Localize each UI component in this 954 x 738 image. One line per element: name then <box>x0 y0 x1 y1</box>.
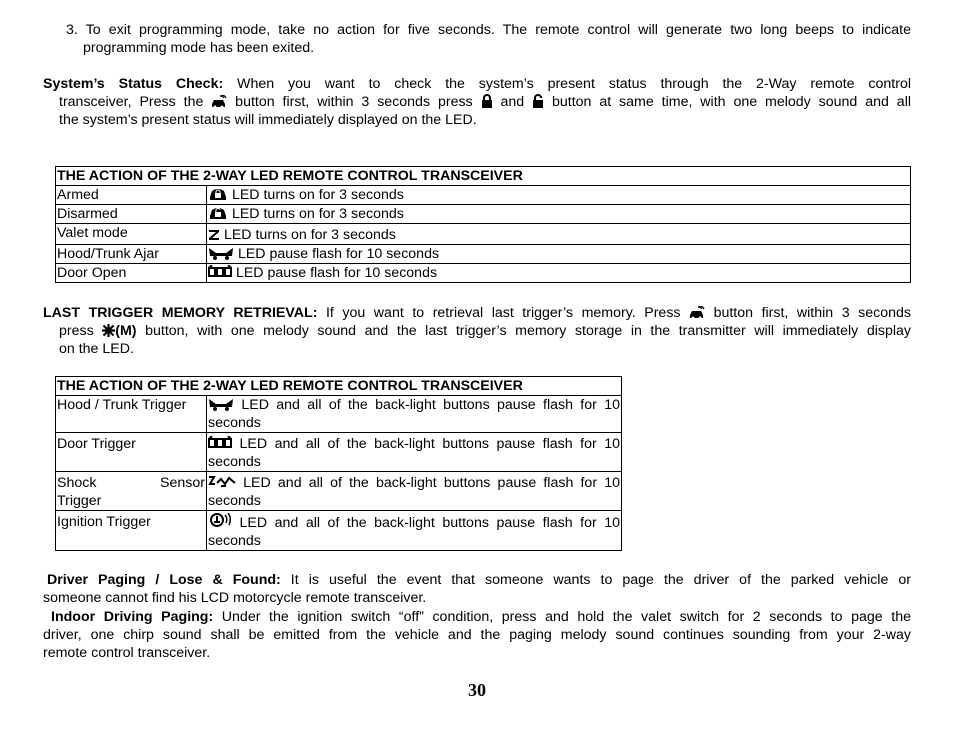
table1-desc <box>207 205 911 224</box>
status-check-text-c: and <box>492 94 533 110</box>
last-trigger-text-b: button first, within 3 seconds <box>705 305 911 321</box>
table1-header-row <box>56 167 911 186</box>
table1-label: Armed <box>56 186 207 205</box>
car-locked-icon <box>208 187 228 201</box>
table2-desc <box>207 396 622 433</box>
m-button-label: (M) <box>115 323 137 339</box>
indoor-paging-line2: driver, one chirp sound shall be emitted from the vehicle and the paging melody sound continues sounding from your 2-way <box>43 627 911 643</box>
led-action-table-2 <box>55 376 622 551</box>
table1-label: Valet mode <box>56 224 207 245</box>
unlock-icon <box>532 94 544 108</box>
table1-desc-text: LED turns on for 3 seconds <box>220 227 396 243</box>
last-trigger-line2 <box>43 322 911 340</box>
table2-header: THE ACTION OF THE 2-WAY LED REMOTE CONTROL TRANSCEIVER <box>56 377 622 396</box>
status-check-line3: the system’s present status will immediately displayed on the LED. <box>59 112 477 128</box>
table-row <box>56 264 911 283</box>
last-trigger-line3: on the LED. <box>59 341 134 357</box>
last-trigger-text-c: press <box>59 323 103 339</box>
table2-label-b: Sensor <box>160 475 205 491</box>
table2-desc-line2: seconds <box>208 415 261 431</box>
last-trigger-text-a: If you want to retrieval last trigger’s memory. Press <box>317 305 690 321</box>
table-row <box>56 245 911 264</box>
last-trigger-heading: LAST TRIGGER MEMORY RETRIEVAL: <box>43 305 318 321</box>
table1-desc-text: LED turns on for 3 seconds <box>228 206 404 222</box>
table1-desc <box>207 245 911 264</box>
indoor-paging-line1 <box>43 608 911 626</box>
driver-paging-text: It is useful the event that someone wants to page the driver of the parked vehicle or <box>280 572 911 588</box>
door-open-icon <box>208 265 232 279</box>
table-row <box>56 205 911 224</box>
last-trigger-line1 <box>43 304 911 322</box>
table1-desc-text: LED pause flash for 10 seconds <box>232 265 438 281</box>
table1-desc <box>207 186 911 205</box>
table2-label: Ignition Trigger <box>56 511 207 551</box>
table1-label: Hood/Trunk Ajar <box>56 245 207 264</box>
table2-desc-text: LED and all of the back-light buttons pause flash for 10 <box>236 475 620 491</box>
door-open-icon <box>208 436 232 450</box>
table2-desc-text: LED and all of the back-light buttons pause flash for 10 <box>232 436 620 452</box>
last-trigger-text-d: button, with one melody sound and the last trigger’s memory storage in the transmitter will immediately display <box>136 323 911 339</box>
ignition-key-icon <box>208 513 232 529</box>
status-check-text-b: button first, within 3 seconds press <box>227 94 481 110</box>
step3-line1: 3. To exit programming mode, take no action for five seconds. The remote control will generate two long beeps to indicate <box>66 22 911 38</box>
status-check-heading: System’s Status Check: <box>43 76 224 92</box>
table2-desc-line1 <box>208 435 620 453</box>
remote-car-icon <box>211 95 227 108</box>
status-check-line1-text: When you want to check the system’s present status through the 2-Way remote control <box>223 76 911 92</box>
driver-paging-line2: someone cannot find his LCD motorcycle remote transceiver. <box>43 590 427 606</box>
table-row <box>56 511 622 551</box>
status-check-text-a: transceiver, Press the <box>59 94 212 110</box>
table-row <box>56 472 622 511</box>
table2-desc-text: LED and all of the back-light buttons pause flash for 10 <box>232 515 620 531</box>
table2-desc-line1 <box>208 513 620 532</box>
indoor-paging-heading: Indoor Driving Paging: <box>51 609 214 625</box>
table2-label-c: Trigger <box>57 493 102 509</box>
table1-desc <box>207 224 911 245</box>
lock-icon <box>481 94 493 108</box>
table2-label-line1 <box>57 474 205 492</box>
status-check-line1 <box>43 75 911 93</box>
step3-line2: programming mode has been exited. <box>83 40 315 56</box>
valet-z-icon <box>208 229 220 241</box>
table2-desc-line2: seconds <box>208 493 261 509</box>
table1-header: THE ACTION OF THE 2-WAY LED REMOTE CONTROL TRANSCEIVER <box>56 167 911 186</box>
table2-label: Door Trigger <box>56 433 207 472</box>
last-trigger-paragraph <box>43 304 911 358</box>
status-check-text-d: button at same time, with one melody sound and all <box>544 94 912 110</box>
table2-desc-line2: seconds <box>208 533 261 549</box>
indoor-paging-text: Under the ignition switch “off” condition, press and hold the valet switch for 2 seconds to page the <box>213 609 911 625</box>
table-row <box>56 396 622 433</box>
table2-desc-text: LED and all of the back-light buttons pause flash for 10 <box>234 397 620 413</box>
table2-label <box>56 472 207 511</box>
table1-label: Door Open <box>56 264 207 283</box>
table2-label: Hood / Trunk Trigger <box>56 396 207 433</box>
led-action-table-1 <box>55 166 911 283</box>
shock-sensor-icon <box>208 475 236 489</box>
status-check-line2 <box>43 93 911 111</box>
table2-desc-line1 <box>208 474 620 492</box>
table2-desc-line2: seconds <box>208 454 261 470</box>
hood-trunk-icon <box>208 246 234 260</box>
step3-paragraph <box>66 21 911 57</box>
page-number: 30 <box>468 680 486 700</box>
car-unlocked-icon <box>208 206 228 220</box>
table1-desc-text: LED turns on for 3 seconds <box>228 187 404 203</box>
hood-trunk-icon <box>208 397 234 411</box>
remote-car-icon <box>689 306 705 319</box>
table2-desc <box>207 433 622 472</box>
indoor-paging-line3: remote control transceiver. <box>43 645 211 661</box>
asterisk-icon <box>102 324 115 337</box>
table-row <box>56 433 622 472</box>
table1-desc-text: LED pause flash for 10 seconds <box>234 246 440 262</box>
table1-label: Disarmed <box>56 205 207 224</box>
table2-header-row <box>56 377 622 396</box>
table2-label-a: Shock <box>57 475 97 491</box>
indoor-paging-paragraph <box>43 608 911 662</box>
table-row <box>56 186 911 205</box>
table2-desc <box>207 511 622 551</box>
table2-desc <box>207 472 622 511</box>
status-check-paragraph <box>43 75 911 129</box>
driver-paging-paragraph <box>43 571 911 607</box>
driver-paging-heading: Driver Paging / Lose & Found: <box>47 572 281 588</box>
driver-paging-line1 <box>43 571 911 589</box>
table-row <box>56 224 911 245</box>
table1-desc <box>207 264 911 283</box>
table2-desc-line1 <box>208 396 620 414</box>
